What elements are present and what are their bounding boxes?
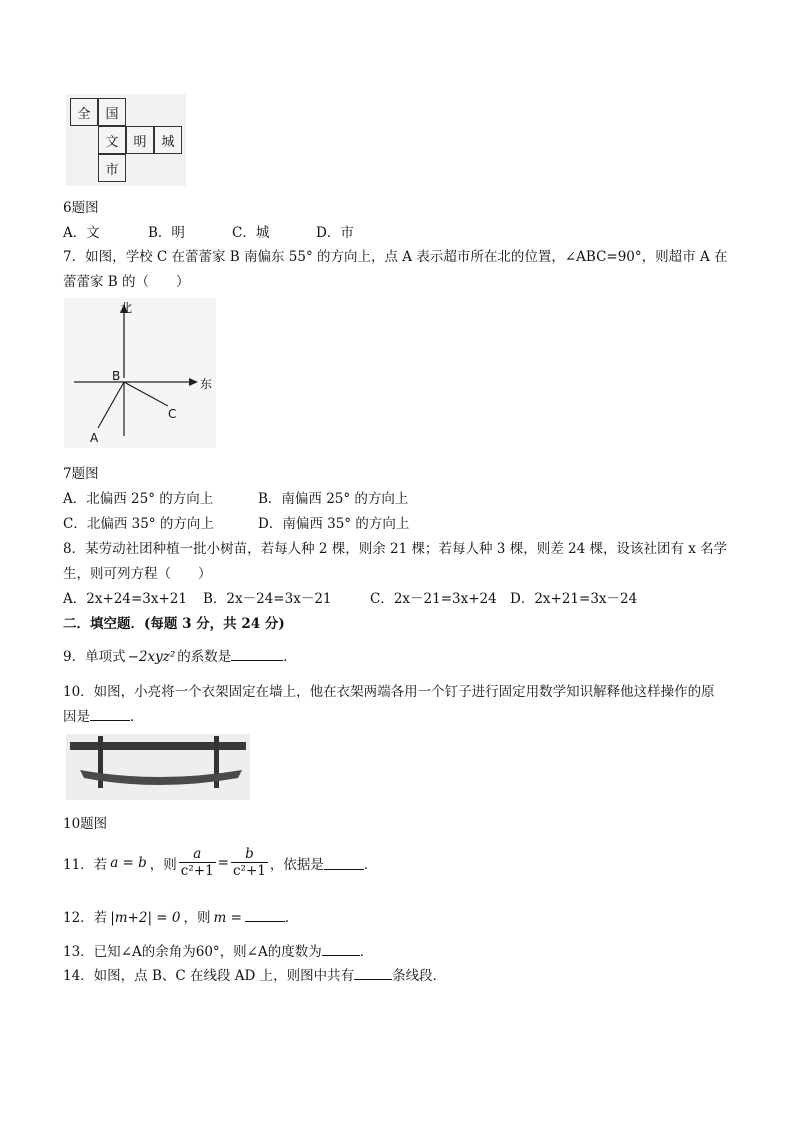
q12-expression: |m+2| = 0 [110, 910, 181, 926]
q14-text: 14．如图，点 B、C 在线段 AD 上，则图中共有 [63, 968, 355, 984]
q10-text-line2 [63, 705, 144, 725]
q11-mid: ，则 [149, 856, 177, 873]
q13-mid2: ，则 [219, 944, 247, 960]
q10-end: ． [130, 709, 144, 725]
q12-variable: m = [213, 910, 242, 926]
q10-text-line1: 10．如图，小亮将一个衣架固定在墙上，他在衣架两端各用一个钉子进行固定用数学知识解释他这样操作的原 [63, 684, 715, 700]
q6-caption: 6题图 [63, 200, 99, 216]
q14-answer-blank [354, 965, 392, 980]
hanger-diagram [66, 734, 250, 800]
q7-text-line2: 蕾蕾家 B 的（ ） [63, 274, 190, 290]
net-cell-3: 文 [98, 126, 126, 154]
q11-equals: = [217, 854, 229, 871]
label-east: 东 [200, 377, 213, 391]
q13-end: ． [359, 944, 374, 960]
net-cell-6: 市 [98, 154, 126, 182]
q10-prefix: 因是 [63, 709, 90, 725]
section-2-title: 二．填空题．(每题 3 分，共 24 分) [63, 616, 285, 632]
q9-monomial: −2xyz² [127, 649, 176, 665]
label-c: C [168, 407, 177, 421]
q11-answer-blank [324, 855, 364, 870]
net-cell-1: 全 [70, 98, 98, 126]
q13-angle: ∠A [120, 944, 142, 960]
ray-ba [98, 382, 124, 428]
q13-mid: 的余角为 [141, 944, 196, 960]
q6-option-a: A．文 [63, 225, 100, 241]
q6-option-c: C．城 [232, 225, 270, 241]
q9-line [63, 645, 297, 665]
q13-suffix: 的度数为 [267, 944, 322, 960]
q11-numerator-a: a [193, 846, 202, 862]
q13-answer-blank [322, 941, 360, 956]
label-a: A [90, 431, 99, 445]
q14-line [63, 964, 446, 984]
q8-text-line2: 生，则可列方程（ ） [63, 566, 212, 582]
q7-text-line1: 7．如图，学校 C 在蕾蕾家 B 南偏东 55° 的方向上，点 A 表示超市所在北的位置，∠ABC=90°，则超市 A 在 [63, 249, 728, 265]
label-b: B [112, 369, 121, 383]
q12-mid: ，则 [183, 910, 211, 926]
q13-value: 60° [195, 944, 220, 960]
q8-option-c: C．2x－21=3x+24 [370, 591, 497, 607]
q8-option-a: A．2x+24=3x+21 [63, 591, 187, 607]
q7-option-a: A．北偏西 25° 的方向上 [63, 491, 214, 507]
q11-denominator-right: c²+1 [232, 863, 266, 879]
q12-end: ． [284, 910, 299, 926]
ray-bc [124, 382, 168, 406]
q8-option-b: B．2x－24=3x－21 [203, 591, 332, 607]
hanger-bar [70, 742, 246, 750]
q7-option-d: D．南偏西 35° 的方向上 [258, 516, 410, 532]
q13-line [63, 940, 373, 960]
compass-diagram [64, 298, 224, 448]
q6-option-b: B．明 [148, 225, 185, 241]
q13-angle2: ∠A [246, 944, 268, 960]
q8-option-d: D．2x+21=3x－24 [510, 591, 638, 607]
net-cell-2: 国 [98, 98, 126, 126]
q11-line [63, 846, 377, 879]
q9-suffix: 的系数是 [177, 649, 232, 665]
q9-prefix: 9．单项式 [63, 649, 126, 665]
east-arrowhead-icon [189, 378, 198, 386]
q13-prefix: 13．已知 [63, 944, 121, 960]
q11-prefix: 11．若 [63, 856, 108, 873]
q12-answer-blank [245, 907, 285, 922]
q11-suffix: ，依据是 [269, 856, 324, 873]
label-north: 北 [120, 301, 133, 315]
q10-caption: 10题图 [63, 816, 108, 832]
q7-caption: 7题图 [63, 466, 99, 482]
q12-prefix: 12．若 [63, 910, 108, 926]
q14-suffix: 条线段． [392, 968, 447, 984]
q11-fraction-right [231, 846, 268, 879]
q7-option-c: C．北偏西 35° 的方向上 [63, 516, 214, 532]
q11-denominator-left: c²+1 [180, 863, 214, 879]
net-cell-4: 明 [126, 126, 154, 154]
q11-fraction-left [179, 846, 216, 879]
q11-condition: a = b [110, 854, 147, 871]
q10-answer-blank [90, 706, 130, 721]
q11-end: ． [363, 856, 378, 873]
net-cell-5: 城 [154, 126, 182, 154]
q11-numerator-b: b [245, 846, 254, 862]
q12-line [63, 906, 298, 926]
q9-end: ． [283, 649, 297, 665]
q9-answer-blank [231, 646, 283, 661]
q6-option-d: D．市 [316, 225, 354, 241]
q7-option-b: B．南偏西 25° 的方向上 [258, 491, 409, 507]
q8-text-line1: 8．某劳动社团种植一批小树苗，若每人种 2 棵，则余 21 棵；若每人种 3 棵，则差 24 棵，设该社团有 x 名学 [63, 541, 728, 557]
